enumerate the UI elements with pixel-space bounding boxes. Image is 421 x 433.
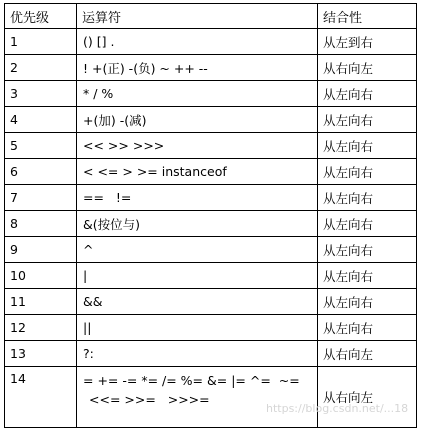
priority-cell: 6 [5, 159, 77, 185]
watermark-text: https://blog.csdn.net/...18 [266, 402, 409, 415]
associativity-cell: 从左向右 [318, 263, 417, 289]
priority-cell: 2 [5, 55, 77, 81]
priority-cell: 9 [5, 237, 77, 263]
priority-cell: 5 [5, 133, 77, 159]
table-row [5, 367, 417, 428]
operator-line-1: = += -= *= /= %= &= |= ^= ~= [83, 373, 300, 388]
associativity-cell: 从左向右 [318, 315, 417, 341]
operator-precedence-table [4, 3, 417, 428]
associativity-cell: 从左向右 [318, 133, 417, 159]
priority-cell: 13 [5, 341, 77, 367]
associativity-cell: 从左向右 [318, 211, 417, 237]
operator-cell [77, 367, 318, 428]
table-row [5, 81, 417, 107]
operator-line-2: <<= >>= >>>= [89, 392, 210, 407]
table-row [5, 289, 417, 315]
operator-cell: << >> >>> [77, 133, 318, 159]
operator-cell: ! +(正) -(负) ~ ++ -- [77, 55, 318, 81]
associativity-cell: 从左向右 [318, 107, 417, 133]
operator-cell: * / % [77, 81, 318, 107]
operator-cell: () [] . [77, 29, 318, 55]
priority-cell: 3 [5, 81, 77, 107]
associativity-cell: 从右向左 [318, 367, 417, 428]
table-row [5, 133, 417, 159]
associativity-cell: 从左向右 [318, 237, 417, 263]
operator-cell: == != [77, 185, 318, 211]
associativity-cell: 从右向左 [318, 341, 417, 367]
associativity-cell: 从左向右 [318, 185, 417, 211]
associativity-cell: 从左向右 [318, 159, 417, 185]
priority-cell: 1 [5, 29, 77, 55]
table-row [5, 107, 417, 133]
header-priority: 优先级 [5, 4, 77, 29]
operator-cell: ?: [77, 341, 318, 367]
priority-cell: 4 [5, 107, 77, 133]
associativity-cell: 从左到右 [318, 29, 417, 55]
table-row [5, 55, 417, 81]
table-row [5, 263, 417, 289]
operator-cell: ^ [77, 237, 318, 263]
associativity-cell: 从左向右 [318, 81, 417, 107]
table-row [5, 211, 417, 237]
operator-cell: && [77, 289, 318, 315]
priority-cell: 12 [5, 315, 77, 341]
table-row [5, 315, 417, 341]
priority-cell: 7 [5, 185, 77, 211]
table-row [5, 341, 417, 367]
table-row [5, 159, 417, 185]
table-row [5, 29, 417, 55]
table-row [5, 237, 417, 263]
operator-cell: +(加) -(减) [77, 107, 318, 133]
operator-cell: | [77, 263, 318, 289]
table-header-row [5, 4, 417, 29]
priority-cell: 11 [5, 289, 77, 315]
operator-cell: < <= > >= instanceof [77, 159, 318, 185]
associativity-cell: 从左向右 [318, 289, 417, 315]
priority-cell: 10 [5, 263, 77, 289]
priority-cell: 8 [5, 211, 77, 237]
operator-cell: &(按位与) [77, 211, 318, 237]
header-operator: 运算符 [77, 4, 318, 29]
operator-cell: || [77, 315, 318, 341]
associativity-cell: 从右向左 [318, 55, 417, 81]
header-associativity: 结合性 [318, 4, 417, 29]
table-row [5, 185, 417, 211]
priority-cell: 14 [5, 367, 77, 428]
